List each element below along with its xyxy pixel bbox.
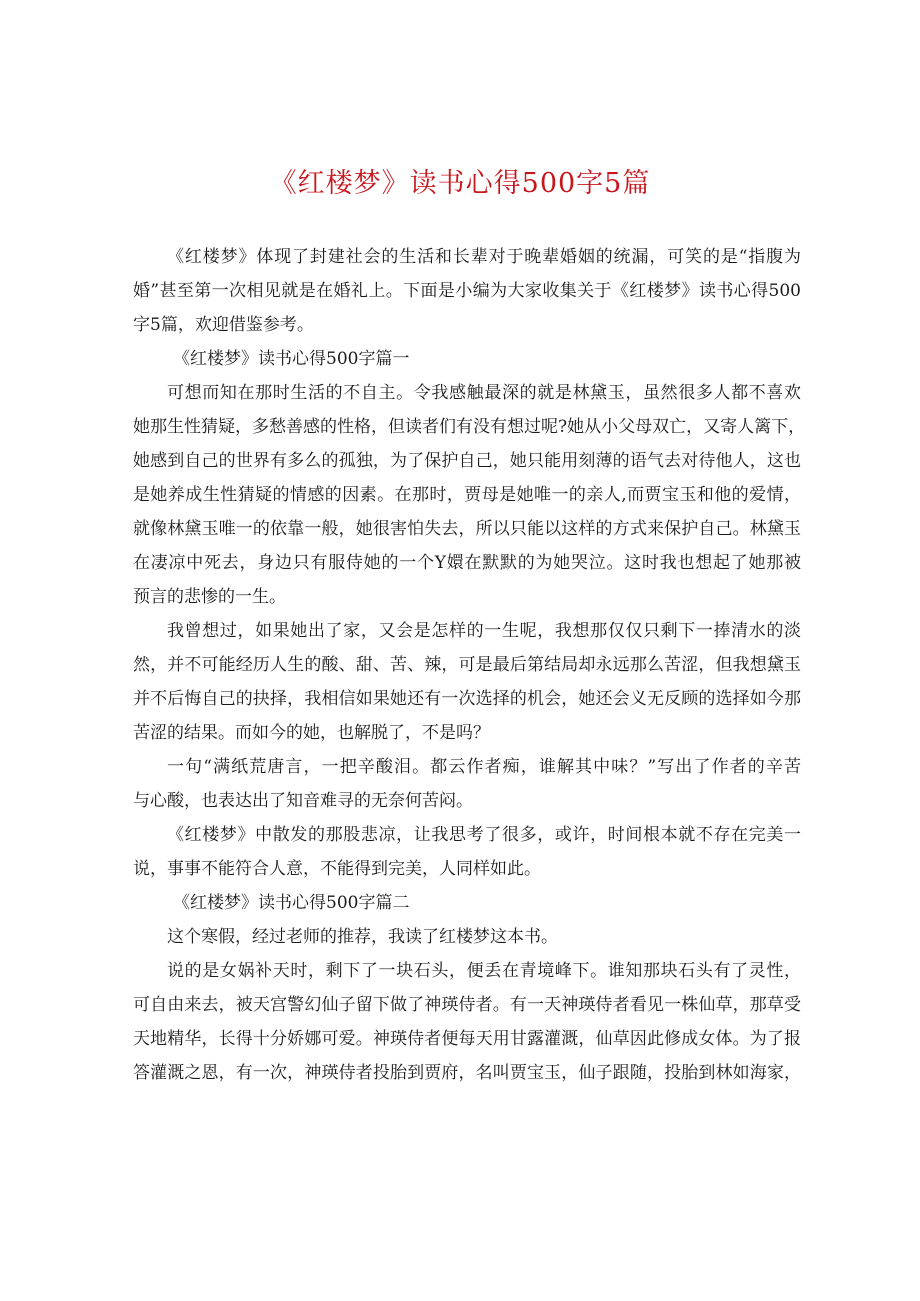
paragraph-line: 一句“满纸荒唐言，一把辛酸泪。都云作者痴，谁解其中味？”写出了作者的辛苦 xyxy=(167,757,801,777)
paragraph-line: 可想而知在那时生活的不自主。令我感触最深的就是林黛玉，虽然很多人都不喜欢 xyxy=(167,383,801,403)
paragraph-line: 她那生性猜疑，多愁善感的性格，但读者们有没有想过呢?她从小父母双亡，又寄人篱下， xyxy=(133,417,806,437)
paragraph-line: 就像林黛玉唯一的依靠一般，她很害怕失去，所以只能以这样的方式来保护自己。林黛玉 xyxy=(133,519,801,539)
paragraph-line: 我曾想过，如果她出了家，又会是怎样的一生呢，我想那仅仅只剩下一捧清水的淡 xyxy=(167,621,801,641)
paragraph-line: 她感到自己的世界有多么的孤独，为了保护自己，她只能用刻薄的语气去对待他人，这也 xyxy=(133,451,801,471)
paragraph-line: 然，并不可能经历人生的酸、甜、苦、辣，可是最后第结局却永远那么苦涩，但我想黛玉 xyxy=(133,655,801,675)
intro-line: 婚”甚至第一次相见就是在婚礼上。下面是小编为大家收集关于《红楼梦》读书心得500 xyxy=(133,281,801,301)
paragraph-line: 说的是女娲补天时，剩下了一块石头，便丢在青境峰下。谁知那块石头有了灵性， xyxy=(167,961,801,981)
section-heading-2: 《红楼梦》读书心得500字篇二 xyxy=(173,893,410,913)
paragraph-line: 苦涩的结果。而如今的她，也解脱了，不是吗？ xyxy=(133,723,490,743)
document-body xyxy=(133,240,806,1090)
paragraph-line: 说，事事不能符合人意，不能得到完美，人同样如此。 xyxy=(133,859,541,879)
paragraph-line: 在凄凉中死去，身边只有服侍她的一个Y嬛在默默的为她哭泣。这时我也想起了她那被 xyxy=(133,553,801,573)
paragraph-line: 可自由来去，被天宫警幻仙子留下做了神瑛侍者。有一天神瑛侍者看见一株仙草，那草受 xyxy=(133,995,801,1015)
paragraph-line: 《红楼梦》中散发的那股悲凉，让我思考了很多，或许，时间根本就不存在完美一 xyxy=(167,825,801,845)
intro-line: 《红楼梦》体现了封建社会的生活和长辈对于晚辈婚姻的统漏，可笑的是“指腹为 xyxy=(167,247,801,267)
paragraph-line: 预言的悲惨的一生。 xyxy=(133,587,286,607)
document-title: 《红楼梦》读书心得500字5篇 xyxy=(269,168,651,199)
paragraph-line: 答灌溉之恩，有一次，神瑛侍者投胎到贾府，名叫贾宝玉，仙子跟随，投胎到林如海家， xyxy=(133,1063,801,1083)
paragraph-line: 与心酸，也表达出了知音难寻的无奈何苦闷。 xyxy=(133,791,473,811)
paragraph-line: 是她养成生性猜疑的情感的因素。在那时，贾母是她唯一的亲人,而贾宝玉和他的爱情， xyxy=(133,485,801,505)
section-heading-1: 《红楼梦》读书心得500字篇一 xyxy=(173,349,410,369)
intro-line: 字5篇，欢迎借鉴参考。 xyxy=(133,315,314,335)
paragraph-line: 天地精华，长得十分娇娜可爱。神瑛侍者便每天用甘露灌溉，仙草因此修成女体。为了报 xyxy=(133,1029,801,1049)
paragraph-line: 这个寒假，经过老师的推荐，我读了红楼梦这本书。 xyxy=(167,927,558,947)
paragraph-line: 并不后悔自己的抉择，我相信如果她还有一次选择的机会，她还会义无反顾的选择如今那 xyxy=(133,689,801,709)
